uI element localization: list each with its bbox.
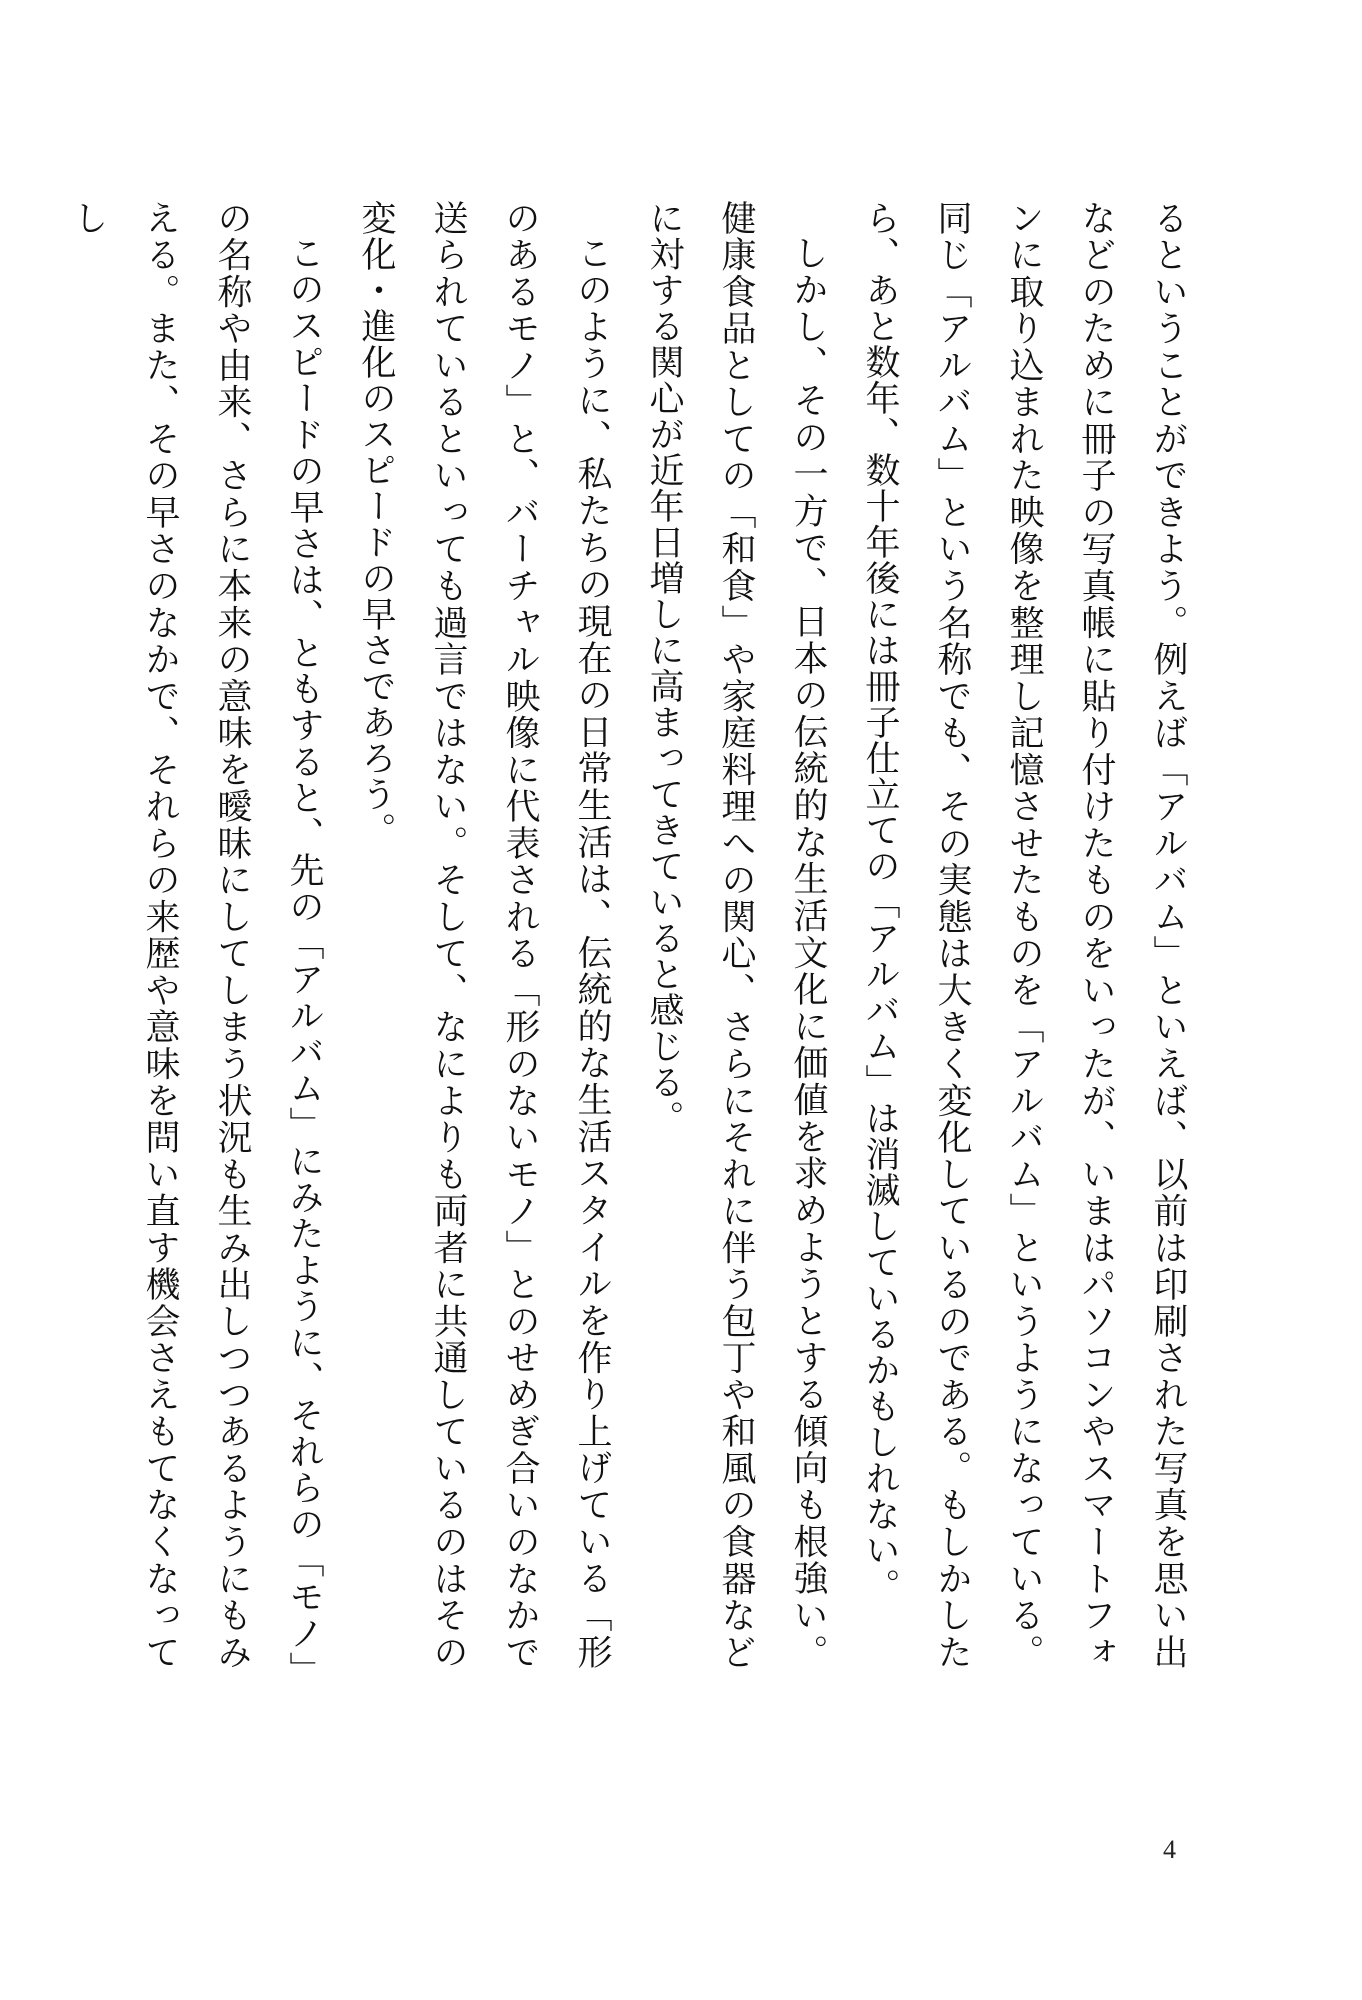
vertical-body-text [68,200,1204,1671]
page-number: 4 [1163,1835,1176,1864]
paragraph-2: しかし、その一方で、日本の伝統的な生活文化に価値を求めようとする傾向も根強い。健康食品としての「和食」や家庭料理への関心、さらにそれに伴う包丁や和風の食器などに対する関心が近年日増しに高まってきていると感じる。 [644,200,828,1671]
paragraph-1: るということができよう。例えば「アルバム」といえば、以前は印刷された写真を思い出などのために冊子の写真帳に貼り付けたものをいったが、いまはパソコンやスマートフォンに取り込まれた映像を整理し記憶させたものを「アルバム」というようになっている。同じ「アルバム」という名称でも、その実態は大きく変化しているのである。もしかしたら、あと数年、数十年後には冊子仕立ての「アルバム」は消滅しているかもしれない。 [860,200,1188,1671]
paragraph-3: このように、私たちの現在の日常生活は、伝統的な生活スタイルを作り上げている「形のあるモノ」と、バーチャル映像に代表される「形のないモノ」とのせめぎ合いのなかで送られているといっても過言ではない。そして、なによりも両者に共通しているのはその変化・進化のスピードの早さであろう。 [356,200,612,1671]
paragraph-4: このスピードの早さは、ともすると、先の「アルバム」にみたように、それらの「モノ」の名称や由来、さらに本来の意味を曖昧にしてしまう状況も生み出しつつあるようにもみえる。また、その早さのなかで、それらの来歴や意味を問い直す機会さえもてなくなってし [68,200,324,1671]
